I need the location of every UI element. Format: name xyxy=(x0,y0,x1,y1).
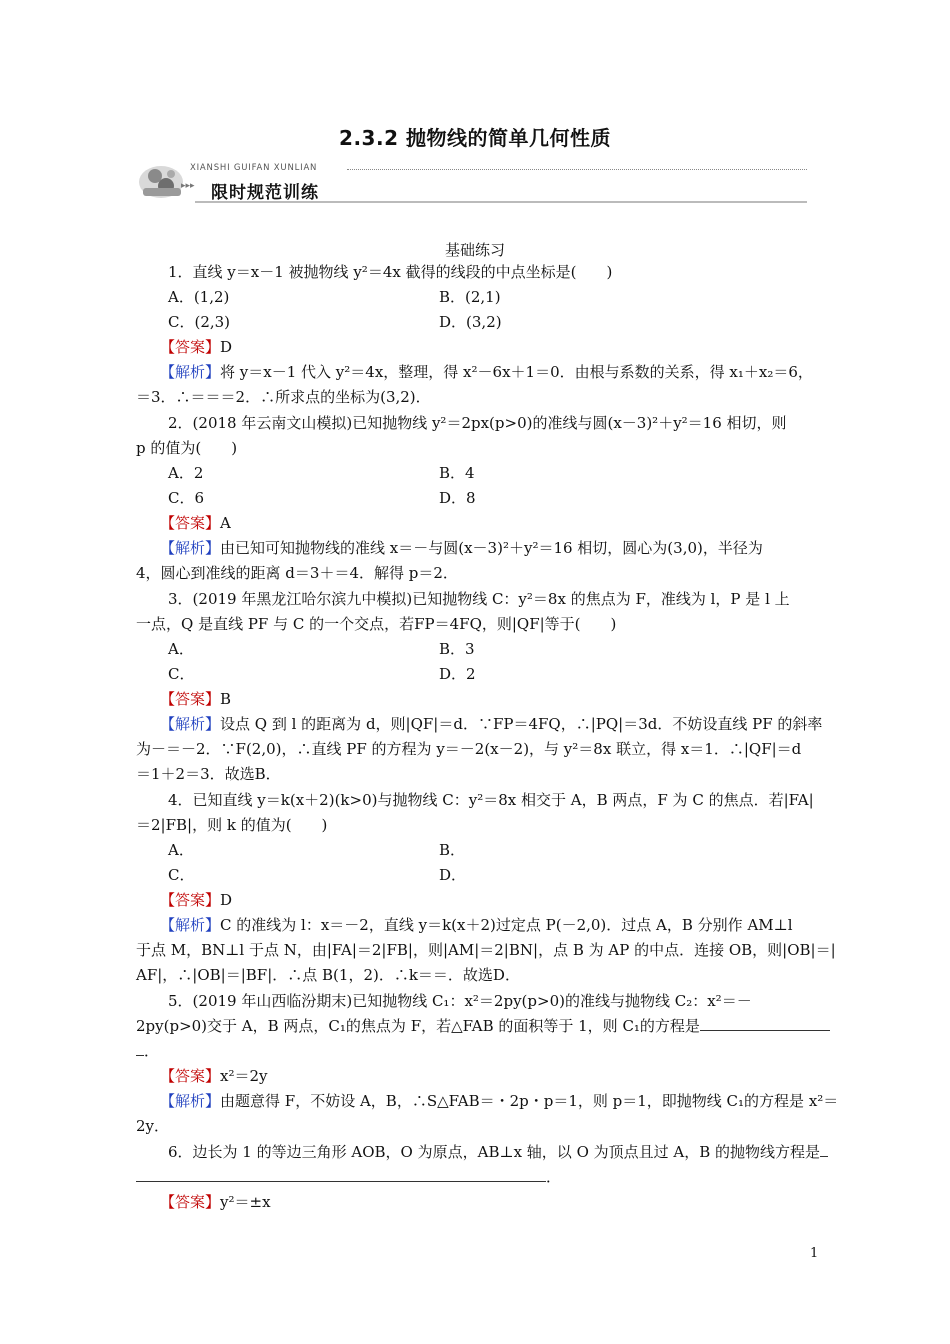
q2-option-b: B．4 xyxy=(439,464,475,482)
answer-value: A xyxy=(220,514,231,532)
section-heading: 基础练习 xyxy=(444,241,505,259)
analysis-text: 由已知可知抛物线的准线 x＝－与圆(x－3)²＋y²＝16 相切，圆心为(3,0)，半径为 xyxy=(220,539,763,557)
question-3-stem-line-1: 3．(2019 年黑龙江哈尔滨九中模拟)已知抛物线 C：y²＝8x 的焦点为 F，准线为 l，P 是 l 上 xyxy=(168,590,790,608)
q6-answer xyxy=(160,1192,271,1212)
q4-answer xyxy=(160,890,232,910)
q3-option-a: A． xyxy=(168,640,194,658)
q2-analysis-line-2: 4，圆心到准线的距离 d＝3＋＝4．解得 p＝2． xyxy=(136,564,458,582)
q3-analysis-line-1 xyxy=(160,714,822,734)
q1-answer xyxy=(160,337,232,357)
answer-label: 【答案】 xyxy=(160,690,221,708)
analysis-label: 【解析】 xyxy=(160,539,221,557)
answer-value: x²＝2y xyxy=(220,1067,268,1085)
q2-option-a: A．2 xyxy=(168,464,204,482)
question-3-stem-line-2: 一点，Q 是直线 PF 与 C 的一个交点，若FP＝4FQ，则|QF|等于( ) xyxy=(136,615,617,633)
answer-label: 【答案】 xyxy=(160,514,221,532)
q2-option-c: C．6 xyxy=(168,489,205,507)
analysis-text: 由题意得 F，不妨设 A，B，∴S△FAB＝・2p・p＝1，则 p＝1，即抛物线 C₁的方程是 x²＝ xyxy=(220,1092,839,1110)
answer-label: 【答案】 xyxy=(160,338,221,356)
question-6-stem-line-2 xyxy=(136,1167,561,1187)
q2-option-d: D．8 xyxy=(439,489,476,507)
q1-option-b: B．(2,1) xyxy=(439,288,501,306)
analysis-text: C 的准线为 l：x＝－2，直线 y＝k(x＋2)过定点 P(－2,0)．过点 A，B 分别作 AM⊥l xyxy=(220,916,793,934)
answer-label: 【答案】 xyxy=(160,891,221,909)
q1-analysis-line-1 xyxy=(160,362,813,382)
q5-analysis-line-2: 2y． xyxy=(136,1117,170,1135)
answer-value: D xyxy=(220,338,233,356)
answer-value: D xyxy=(220,891,233,909)
banner-subtitle: XIANSHI GUIFAN XUNLIAN xyxy=(190,163,318,173)
q5-stem-text: 2py(p>0)交于 A，B 两点，C₁的焦点为 F，若△FAB 的面积等于 1，则 C₁的方程是 xyxy=(136,1017,700,1035)
q5-answer-blank-tail xyxy=(136,1041,144,1056)
question-4-stem-line-1: 4．已知直线 y＝k(x＋2)(k>0)与抛物线 C：y²＝8x 相交于 A，B 两点，F 为 C 的焦点．若|FA| xyxy=(168,791,814,809)
question-5-stem-line-2 xyxy=(136,1016,830,1036)
q3-option-c: C． xyxy=(168,665,195,683)
q6-stem-period: ． xyxy=(546,1168,562,1186)
answer-value: B xyxy=(220,690,232,708)
q4-analysis-line-3: AF|，∴|OB|＝|BF|．∴点 B(1，2)．∴k＝＝．故选D． xyxy=(136,966,520,984)
q3-analysis-line-3: ＝1＋2＝3．故选B． xyxy=(136,765,281,783)
banner-rule xyxy=(195,201,807,203)
answer-value: y²＝±x xyxy=(220,1193,271,1211)
question-5-stem-line-1: 5．(2019 年山西临汾期末)已知抛物线 C₁：x²＝2py(p>0)的准线与抛物线 C₂：x²＝－ xyxy=(168,992,752,1010)
q1-analysis-line-2: ＝3．∴＝＝＝2．∴所求点的坐标为(3,2)． xyxy=(136,388,431,406)
analysis-text: 将 y＝x－1 代入 y²＝4x，整理，得 x²－6x＋1＝0．由根与系数的关系，得 x₁＋x₂＝6， xyxy=(220,363,813,381)
q3-option-b: B．3 xyxy=(439,640,475,658)
q4-option-b: B． xyxy=(439,841,466,859)
q3-option-d: D．2 xyxy=(439,665,476,683)
q6-answer-blank xyxy=(820,1142,828,1157)
question-1-stem: 1．直线 y＝x－1 被抛物线 y²＝4x 截得的线段的中点坐标是( ) xyxy=(168,263,613,281)
analysis-label: 【解析】 xyxy=(160,1092,221,1110)
analysis-text: 设点 Q 到 l 的距离为 d，则|QF|＝d．∵FP＝4FQ，∴|PQ|＝3d．不妨设直线 PF 的斜率 xyxy=(220,715,823,733)
answer-label: 【答案】 xyxy=(160,1067,221,1085)
q1-option-c: C．(2,3) xyxy=(168,313,231,331)
banner-dotted-line xyxy=(347,169,807,170)
q5-analysis-line-1 xyxy=(160,1091,838,1111)
analysis-label: 【解析】 xyxy=(160,916,221,934)
q1-option-d: D．(3,2) xyxy=(439,313,502,331)
q4-analysis-line-2: 于点 M，BN⊥l 于点 N，由|FA|＝2|FB|，则|AM|＝2|BN|，点 B 为 AP 的中点．连接 OB，则|OB|＝| xyxy=(136,941,836,959)
question-6-stem-line-1 xyxy=(168,1142,828,1162)
q6-answer-blank-line xyxy=(136,1167,546,1182)
answer-label: 【答案】 xyxy=(160,1193,221,1211)
q4-option-d: D． xyxy=(439,866,467,884)
q5-stem-period: ． xyxy=(144,1042,160,1060)
q3-answer xyxy=(160,689,231,709)
banner-title: 限时规范训练 xyxy=(211,183,319,203)
question-5-stem-line-3 xyxy=(136,1041,159,1061)
analysis-label: 【解析】 xyxy=(160,715,221,733)
q6-stem-text: 6．边长为 1 的等边三角形 AOB，O 为原点，AB⊥x 轴，以 O 为顶点且过 A，B 的抛物线方程是 xyxy=(168,1143,821,1161)
page-number: 1 xyxy=(810,1246,819,1261)
question-2-stem-line-2: p 的值为( ) xyxy=(136,439,238,457)
q5-answer xyxy=(160,1066,268,1086)
page-title: 2.3.2 抛物线的简单几何性质 xyxy=(339,126,611,150)
q4-option-c: C． xyxy=(168,866,195,884)
banner-arrows-icon: ▸▸▸ xyxy=(181,181,195,191)
q4-analysis-line-1 xyxy=(160,915,793,935)
q3-analysis-line-2: 为－＝－2．∵F(2,0)，∴直线 PF 的方程为 y＝－2(x－2)，与 y²＝8x 联立，得 x＝1．∴|QF|＝d xyxy=(136,740,802,758)
question-2-stem-line-1: 2．(2018 年云南文山模拟)已知抛物线 y²＝2px(p>0)的准线与圆(x－3)²＋y²＝16 相切，则 xyxy=(168,414,787,432)
q4-option-a: A． xyxy=(168,841,194,859)
question-4-stem-line-2: ＝2|FB|，则 k 的值为( ) xyxy=(136,816,328,834)
q1-option-a: A．(1,2) xyxy=(168,288,230,306)
banner-logo-icon xyxy=(139,166,183,198)
analysis-label: 【解析】 xyxy=(160,363,221,381)
q5-answer-blank xyxy=(700,1016,830,1031)
q2-analysis-line-1 xyxy=(160,538,763,558)
q2-answer xyxy=(160,513,231,533)
